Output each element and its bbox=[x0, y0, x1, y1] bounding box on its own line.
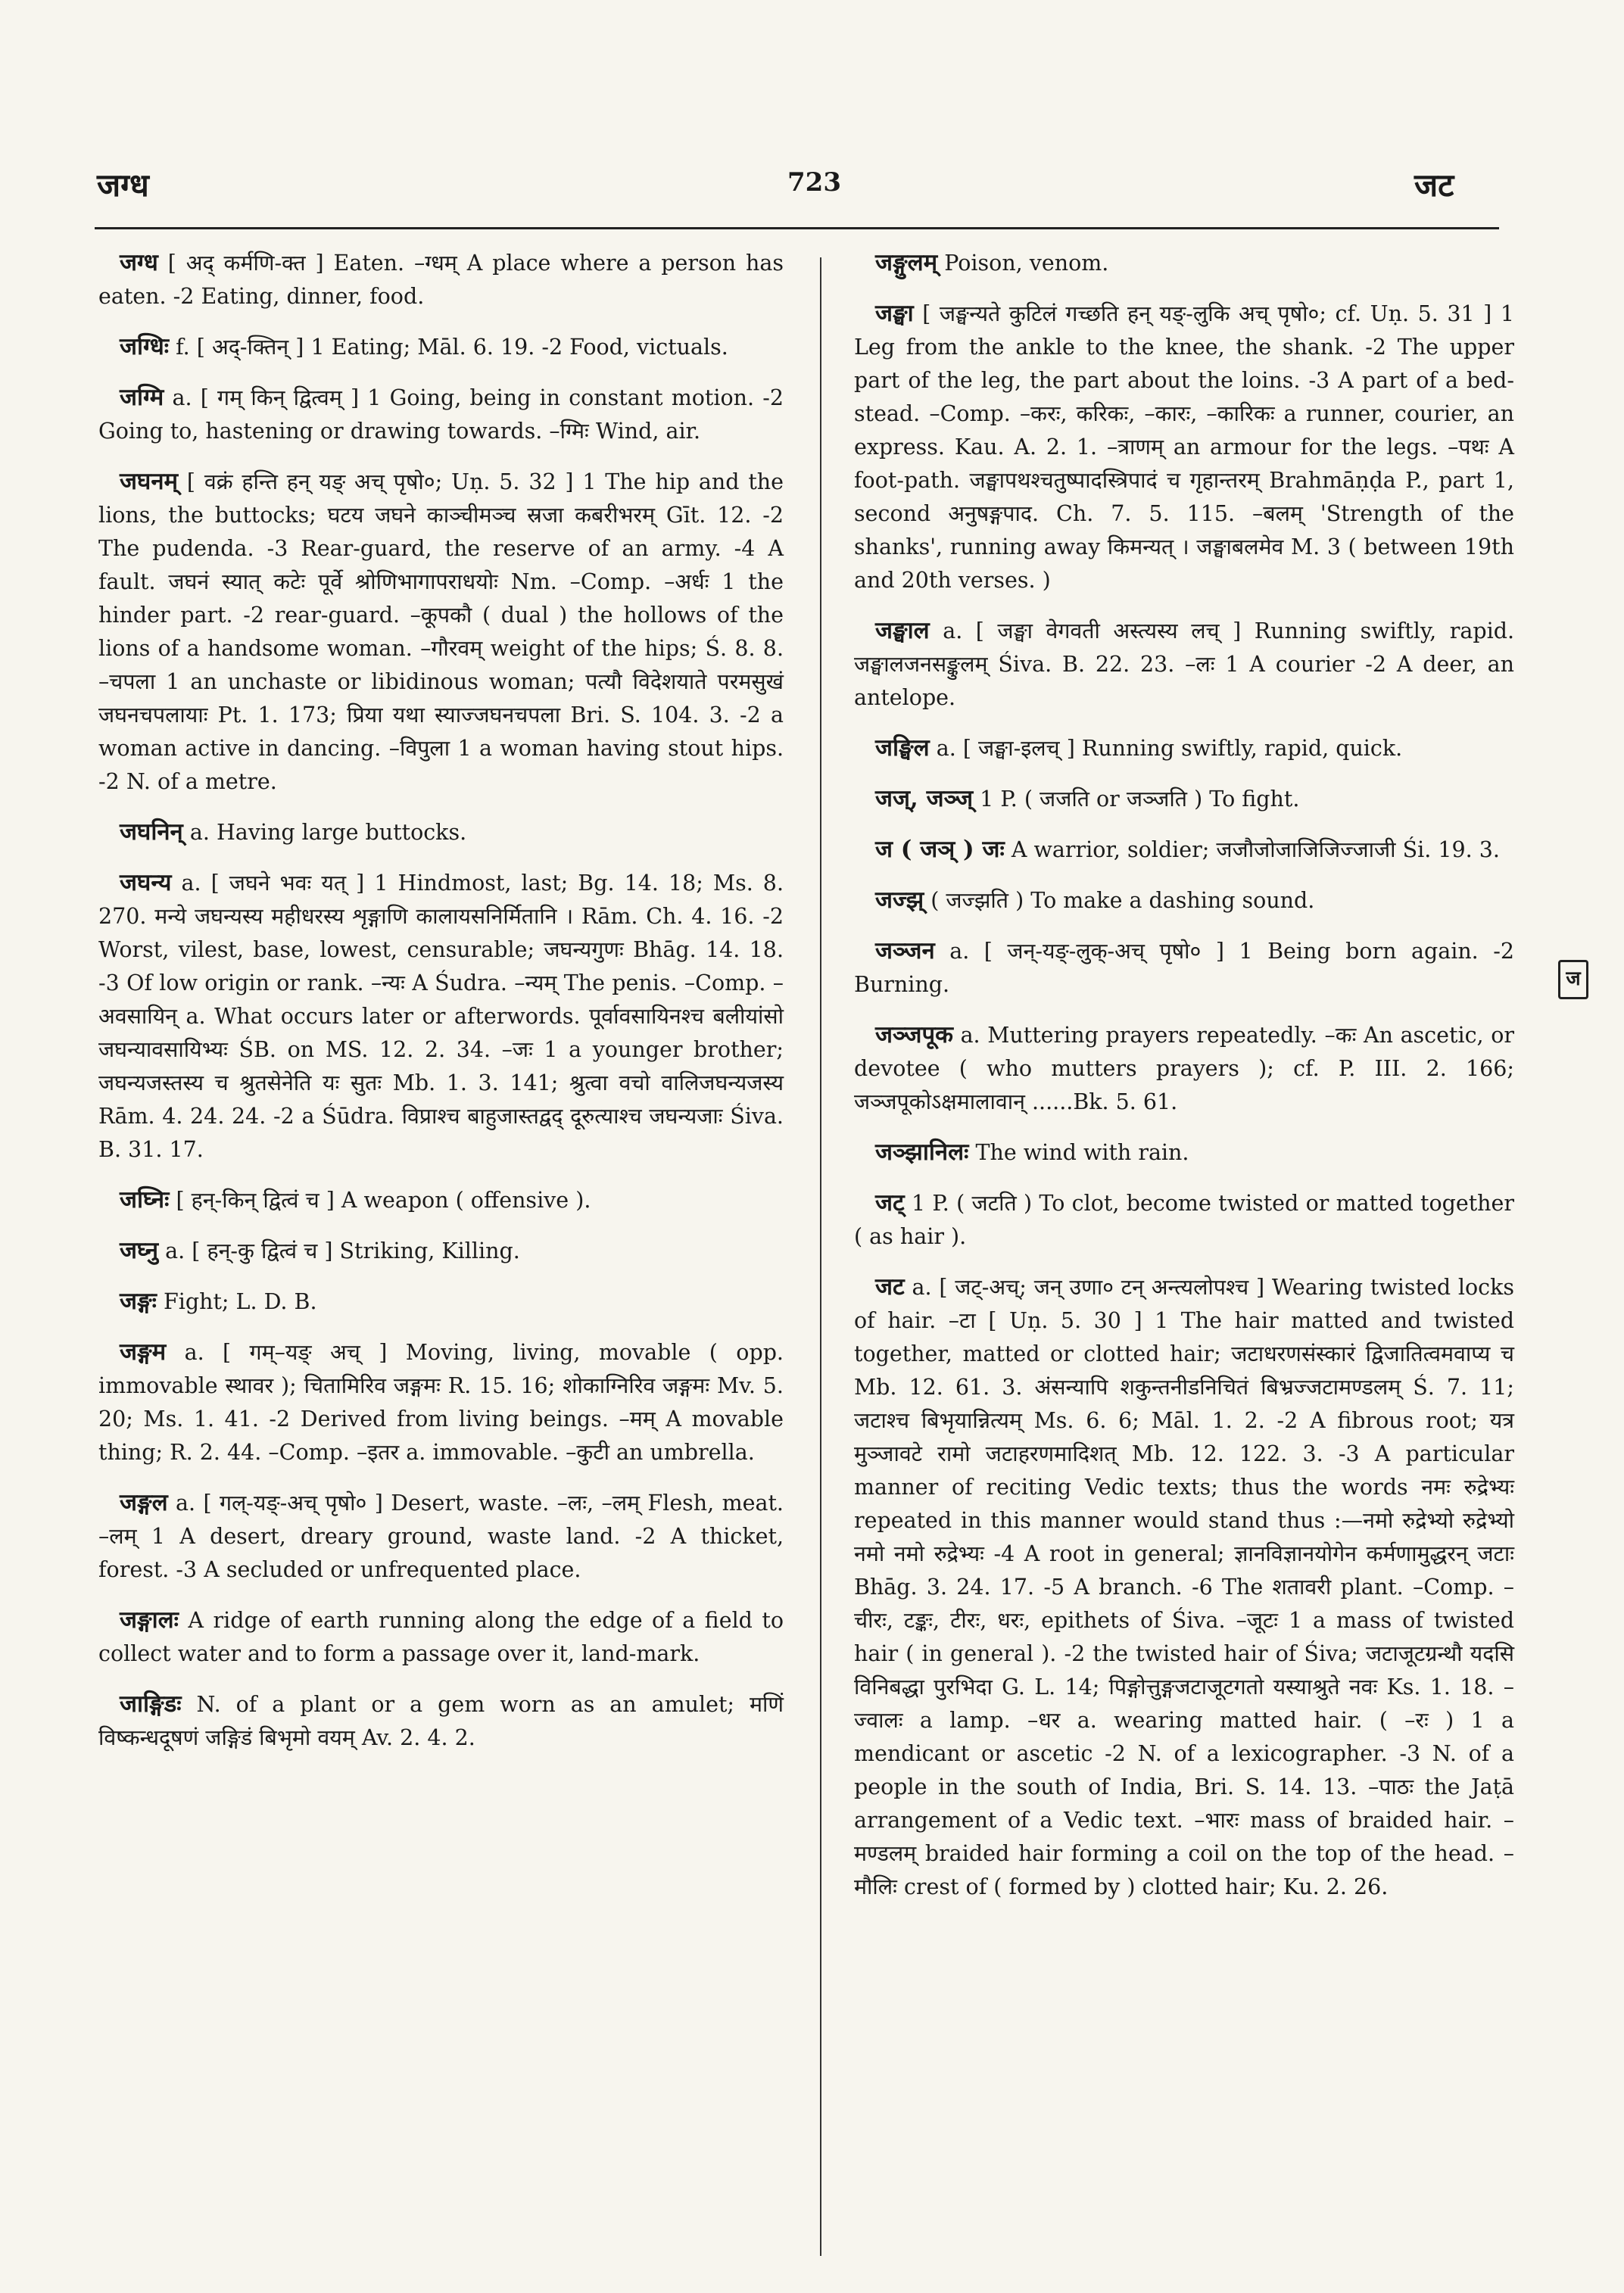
entry-headword: जञ्जन bbox=[875, 937, 935, 964]
entry-definition: The wind with rain. bbox=[975, 1140, 1189, 1165]
dictionary-entry bbox=[98, 1183, 784, 1217]
entry-definition: a. [ जन्-यङ्-लुक्-अच् पृषो० ] 1 Being born again. -2 Burning. bbox=[854, 939, 1514, 997]
dictionary-entry bbox=[854, 1136, 1514, 1170]
left-running-head: जग्ध bbox=[97, 167, 149, 204]
entry-definition: a. [ गम्–यङ् अच् ] Moving, living, movable ( opp. immovable स्थावर ); चितामिरिव जङ्गमः R. 15. 16; शोकाग्निरिव जङ्गमः Mv. 5. 20; Ms. 1. 41. -2 Derived from living beings. –मम् A movable thing; R. 2. 44. –Comp. –इतर a. immovable. –कुटी an umbrella. bbox=[98, 1340, 784, 1465]
dictionary-entry bbox=[854, 934, 1514, 1002]
entry-headword: जाङ्गिडः bbox=[120, 1690, 182, 1718]
dictionary-entry bbox=[854, 1018, 1514, 1119]
entry-headword: जङ्घिल bbox=[875, 734, 930, 762]
entry-definition: 1 P. ( जटति ) To clot, become twisted or matted together ( as hair ). bbox=[854, 1191, 1515, 1249]
dictionary-entry bbox=[98, 1486, 784, 1587]
entry-headword: जज्, जञ्ज् bbox=[875, 785, 974, 812]
entry-headword: जङ्घा bbox=[875, 300, 914, 327]
dictionary-entry bbox=[854, 883, 1514, 918]
entry-definition: a. [ हन्-कु द्वित्वं च ] Striking, Killing. bbox=[165, 1238, 520, 1263]
entry-definition: a. Having large buttocks. bbox=[189, 820, 467, 845]
entry-definition: [ जङ्घन्यते कुटिलं गच्छति हन् यङ्-लुकि अच् पृषो०; cf. Uṇ. 5. 31 ] 1 Leg from the ankle to the knee, the shank. -2 The upper part of the leg, the part about the loins. -3 A part of a bed-stead. –Comp. –करः, करिकः, –कारः, –कारिकः a runner, courier, an express. Kau. A. 2. 1. –त्राणम् an armour for the legs. –पथः A foot-path. जङ्घापथश्चतुष्पादस्त्रिपादं च गृहान्तरम् Brahmāṇḍa P., part 1, second अनुषङ्गपाद. Ch. 7. 5. 115. –बलम् 'Strength of the shanks', running away किमन्यत् । जङ्घाबलमेव M. 3 ( between 19th and 20th verses. ) bbox=[854, 301, 1514, 593]
entry-headword: जङ्गुलम् bbox=[875, 249, 938, 276]
dictionary-entry bbox=[98, 1335, 784, 1469]
column-divider bbox=[820, 257, 821, 2256]
dictionary-entry bbox=[854, 1270, 1514, 1904]
entry-definition: f. [ अद्-क्तिन् ] 1 Eating; Māl. 6. 19. -2 Food, victuals. bbox=[176, 335, 728, 360]
entry-headword: जङ्गालः bbox=[120, 1606, 179, 1634]
entry-definition: Fight; L. D. B. bbox=[163, 1289, 317, 1314]
entry-headword: जङ्घाल bbox=[875, 617, 930, 644]
entry-headword: जज्झ् bbox=[875, 886, 924, 914]
thumb-index-tab: ज bbox=[1558, 960, 1588, 999]
dictionary-entry bbox=[854, 731, 1514, 765]
dictionary-entry bbox=[854, 246, 1514, 280]
entry-definition: a. [ गम् किन् द्वित्वम् ] 1 Going, being in constant motion. -2 Going to, hastening or drawing towards. –ग्मिः Wind, air. bbox=[98, 385, 784, 444]
entry-definition: 1 P. ( जजति or जञ्जति ) To fight. bbox=[980, 787, 1300, 812]
entry-definition: a. [ जघने भवः यत् ] 1 Hindmost, last; Bg. 14. 18; Ms. 8. 270. मन्ये जघन्यस्य महीधरस्य शृङ्गाणि कालायसनिर्मितानि । Rām. Ch. 4. 16. -2 Worst, vilest, base, lowest, censurable; जघन्यगुणः Bhāg. 14. 18. -3 Of low origin or rank. –न्यः A Śudra. –न्यम् The penis. –Comp. –अवसायिन् a. What occurs later or afterwords. पूर्वावसायिनश्च बलीयांसो जघन्यावसायिभ्यः ŚB. on MS. 12. 2. 34. –जः 1 a younger brother; जघन्यजस्तस्य च श्रुतसेनेति यः सुतः Mb. 1. 3. 141; श्रुत्वा वचो वालिजघन्यजस्य Rām. 4. 24. 24. -2 a Śūdra. विप्राश्च बाहुजास्तद्वद् दूरुत्याश्च जघन्यजाः Śiva. B. 31. 17. bbox=[98, 871, 784, 1162]
right-running-head: जट bbox=[1414, 167, 1454, 204]
dictionary-entry bbox=[98, 815, 784, 849]
dictionary-entry bbox=[854, 1186, 1514, 1254]
entry-headword: जघन्य bbox=[120, 869, 172, 896]
entry-headword: जङ्गम bbox=[120, 1338, 167, 1366]
entry-headword: जङ्गः bbox=[120, 1288, 157, 1315]
entry-headword: जट् bbox=[875, 1189, 905, 1217]
entry-headword: जङ्गल bbox=[120, 1489, 168, 1516]
dictionary-entry bbox=[98, 1687, 784, 1755]
header-rule bbox=[95, 227, 1499, 229]
page-number: 723 bbox=[787, 167, 841, 198]
entry-headword: ज ( जञ् ) जः bbox=[875, 836, 1005, 863]
dictionary-entry bbox=[98, 381, 784, 448]
dictionary-entry bbox=[98, 1603, 784, 1671]
entry-headword: जघ्नु bbox=[120, 1237, 159, 1264]
entry-headword: जग्ध bbox=[120, 249, 158, 276]
dictionary-entry bbox=[98, 246, 784, 313]
entry-headword: जघनम् bbox=[120, 468, 179, 495]
entry-definition: a. Muttering prayers repeatedly. –कः An ascetic, or devotee ( who mutters prayers ); cf. P. III. 2. 166; जञ्जपूकोऽक्षमालावान् ......Bk. 5. 61. bbox=[854, 1023, 1515, 1114]
entry-headword: जञ्झानिलः bbox=[875, 1139, 969, 1166]
entry-definition: a. [ जङ्घा-इलच् ] Running swiftly, rapid, quick. bbox=[936, 736, 1403, 761]
entry-definition: A ridge of earth running along the edge of a field to collect water and to form a passage over it, land-mark. bbox=[98, 1608, 784, 1666]
entry-headword: जञ्जपूक bbox=[875, 1021, 953, 1048]
right-column bbox=[854, 246, 1514, 1921]
dictionary-entry bbox=[98, 866, 784, 1167]
entry-definition: Poison, venom. bbox=[944, 251, 1109, 276]
dictionary-entry bbox=[98, 330, 784, 364]
entry-definition: A warrior, soldier; जजौजोजाजिजिज्जाजी Śi. 19. 3. bbox=[1011, 837, 1500, 862]
dictionary-entry bbox=[854, 297, 1514, 597]
dictionary-entry bbox=[854, 782, 1514, 816]
dictionary-entry bbox=[854, 833, 1514, 867]
entry-headword: जट bbox=[875, 1273, 905, 1301]
entry-definition: ( जज्झति ) To make a dashing sound. bbox=[930, 888, 1315, 913]
entry-headword: जग्धिः bbox=[120, 333, 170, 360]
entry-definition: [ वक्रं हन्ति हन् यङ् अच् पृषो०; Uṇ. 5. 32 ] 1 The hip and the lions, the buttocks; घटय जघने काञ्चीमञ्च स्रजा कबरीभरम् Gīt. 12. -2 The pudenda. -3 Rear-guard, the reserve of an army. -4 A fault. जघनं स्यात् कटेः पूर्वे श्रोणिभागापराधयोः Nm. –Comp. –अर्धः 1 the hinder part. -2 rear-guard. –कूपकौ ( dual ) the hollows of the lions of a handsome woman. –गौरवम् weight of the hips; Ś. 8. 8. –चपला 1 an unchaste or libidinous woman; पत्यौ विदेशयाते परमसुखं जघनचपलायाः Pt. 1. 173; प्रिया यथा स्याज्जघनचपला Bri. S. 104. 3. -2 a woman active in dancing. –विपुला 1 a woman having stout hips. -2 N. of a metre. bbox=[98, 469, 784, 794]
entry-definition: N. of a plant or a gem worn as an amulet; मणिं विष्कन्धदूषणं जङ्गिडं बिभृमो वयम् Av. 2. 4. 2. bbox=[98, 1692, 784, 1750]
left-column bbox=[98, 246, 784, 1771]
entry-headword: जघनिन् bbox=[120, 818, 183, 846]
dictionary-entry bbox=[98, 1285, 784, 1319]
entry-headword: जघ्निः bbox=[120, 1186, 170, 1213]
entry-definition: [ अद् कर्मणि-क्त ] Eaten. –ग्धम् A place where a person has eaten. -2 Eating, dinner, food. bbox=[98, 251, 784, 309]
dictionary-entry bbox=[98, 465, 784, 799]
dictionary-entry bbox=[98, 1234, 784, 1268]
dictionary-entry bbox=[854, 614, 1514, 715]
entry-headword: जग्मि bbox=[120, 384, 164, 411]
entry-definition: a. [ जट्-अच्; जन् उणा० टन् अन्त्यलोपश्च ] Wearing twisted locks of hair. –टा [ Uṇ. 5. 30 ] 1 The hair matted and twisted together, matted or clotted hair; जटाधरणसंस्कारं द्विजातित्वमवाप्य च Mb. 12. 61. 3. अंसन्यापि शकुन्तनीडनिचितं बिभ्रज्जटामण्डलम् Ś. 7. 11; जटाश्च बिभृयान्नित्यम् Ms. 6. 6; Māl. 1. 2. -2 A fibrous root; यत्र मुञ्जावटे रामो जटाहरणमादिशत् Mb. 12. 122. 3. -3 A particular manner of reciting Vedic texts; thus the words नमः रुद्रेभ्यः repeated in this manner would stand thus :—नमो रुद्रेभ्यो रुद्रेभ्यो नमो नमो रुद्रेभ्यः -4 A root in general; ज्ञानविज्ञानयोगेन कर्मणामुद्धरन् जटाः Bhāg. 3. 24. 17. -5 A branch. -6 The शतावरी plant. –Comp. –चीरः, टङ्कः, टीरः, धरः, epithets of Śiva. –जूटः 1 a mass of twisted hair ( in general ). -2 the twisted hair of Śiva; जटाजूटग्रन्थौ यदसि विनिबद्धा पुरभिदा G. L. 14; पिङ्गोत्तुङ्गजटाजूटगतो यस्याश्रुते नवः Ks. 1. 18. –ज्वालः a lamp. –धर a. wearing matted hair. ( –रः ) 1 a mendicant or ascetic -2 N. of a lexicographer. -3 N. of a people in the south of India, Bri. S. 14. 13. –पाठः the Jaṭā arrangement of a Vedic text. –भारः mass of braided hair. –मण्डलम् braided hair forming a coil on the top of the head. –मौलिः crest of ( formed by ) clotted hair; Ku. 2. 26. bbox=[854, 1275, 1515, 1899]
entry-definition: [ हन्-किन् द्वित्वं च ] A weapon ( offensive ). bbox=[176, 1188, 591, 1213]
entry-definition: a. [ जङ्घा वेगवती अस्त्यस्य लच् ] Running swiftly, rapid. जङ्घालजनसङ्कुलम् Śiva. B. 22. 23. –लः 1 A courier -2 A deer, an antelope. bbox=[854, 618, 1514, 710]
entry-definition: a. [ गल्-यङ्-अच् पृषो० ] Desert, waste. –लः, –लम् Flesh, meat. –लम् 1 A desert, dreary ground, waste land. -2 A thicket, forest. -3 A secluded or unfrequented place. bbox=[98, 1491, 784, 1582]
